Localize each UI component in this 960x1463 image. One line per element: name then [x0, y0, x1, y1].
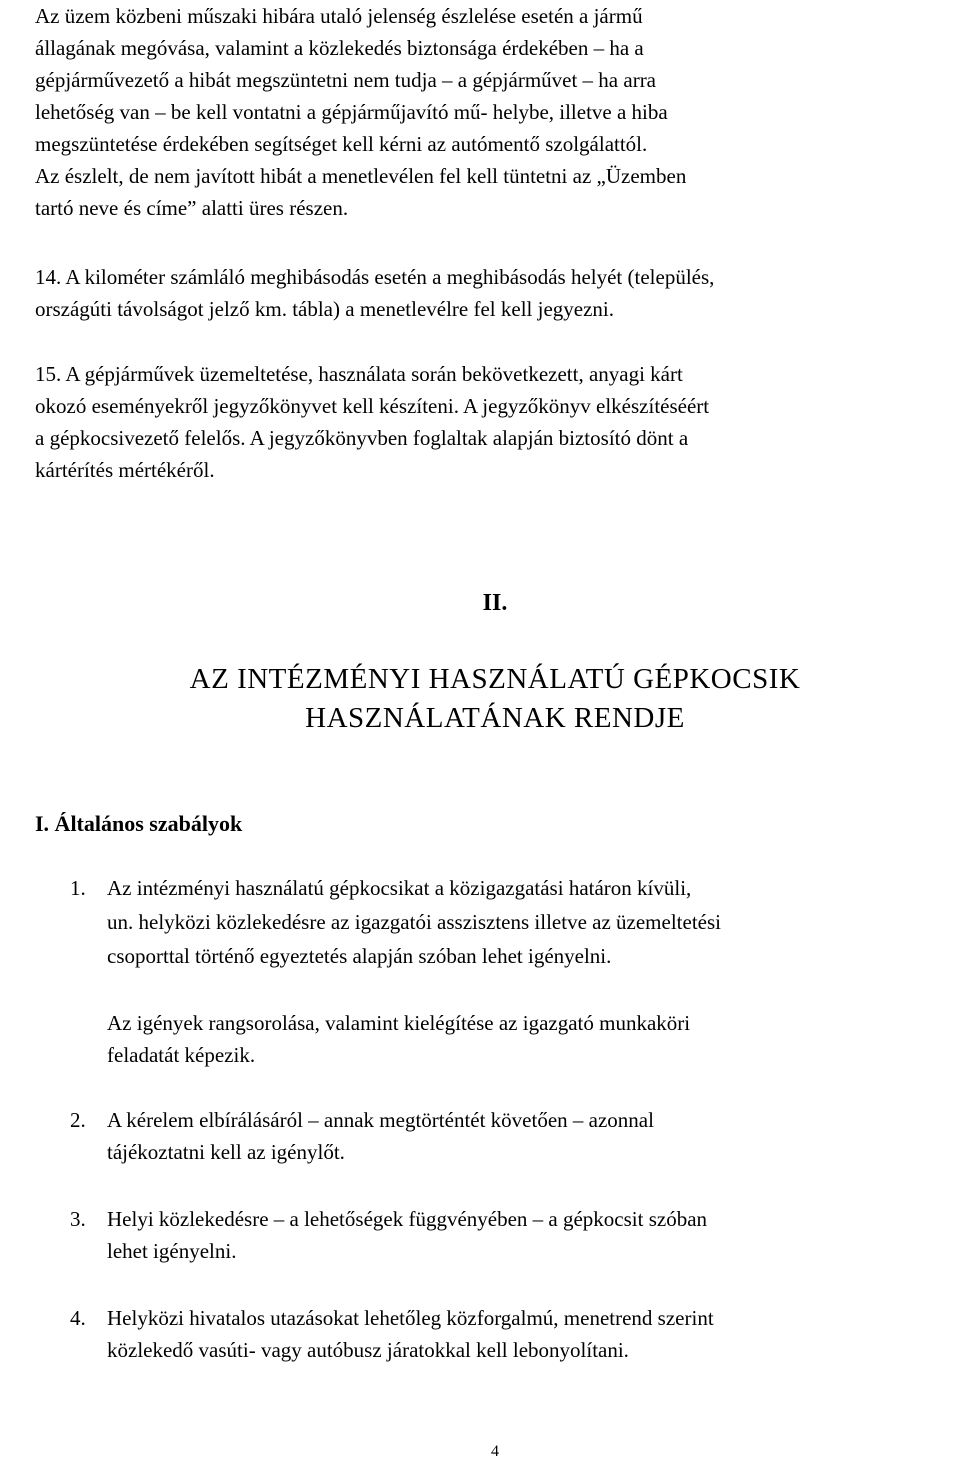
item-15-line: a gépkocsivezető felelős. A jegyzőkönyvben foglaltak alapján biztosító dönt a [35, 426, 689, 450]
item-15-line: okozó eseményekről jegyzőkönyvet kell készíteni. A jegyzőkönyv elkészítéséért [35, 394, 710, 418]
rule-line: lehet igényelni. [107, 1239, 237, 1263]
intro-line: Az észlelt, de nem javított hibát a menetlevélen fel kell tüntetni az „Üzemben [35, 164, 687, 188]
section-title-line-2: HASZNÁLATÁNAK RENDJE [305, 702, 685, 734]
rule-number: 2. [70, 1108, 86, 1132]
section-title-line-1: AZ INTÉZMÉNYI HASZNÁLATÚ GÉPKOCSIK [189, 663, 801, 695]
rule-line: Az intézményi használatú gépkocsikat a közigazgatási határon kívüli, [107, 876, 692, 900]
rule-line: Helyközi hivatalos utazásokat lehetőleg közforgalmú, menetrend szerint [107, 1306, 714, 1330]
page-number: 4 [491, 1443, 499, 1460]
rule-line: csoporttal történő egyeztetés alapján szóban lehet igényelni. [107, 944, 612, 968]
rule-line: feladatát képezik. [107, 1043, 256, 1067]
rule-line: Az igények rangsorolása, valamint kielégítése az igazgató munkaköri [107, 1011, 691, 1035]
rule-line: un. helyközi közlekedésre az igazgatói asszisztens illetve az üzemeltetési [107, 910, 721, 934]
rule-number: 4. [70, 1306, 86, 1330]
intro-line: Az üzem közbeni műszaki hibára utaló jelenség észlelése esetén a jármű [35, 4, 643, 28]
section-roman-numeral: II. [482, 590, 508, 616]
intro-line: lehetőség van – be kell vontatni a gépjárműjavító mű- helybe, illetve a hiba [35, 100, 668, 124]
rule-line: Helyi közlekedésre – a lehetőségek függvényében – a gépkocsit szóban [107, 1207, 708, 1231]
item-15-line: kártérítés mértékéről. [35, 458, 215, 482]
intro-line: gépjárművezető a hibát megszüntetni nem tudja – a gépjárművet – ha arra [35, 68, 657, 92]
rule-line: tájékoztatni kell az igénylőt. [107, 1140, 345, 1164]
item-14-line: 14. A kilométer számláló meghibásodás esetén a meghibásodás helyét (település, [35, 265, 715, 289]
item-14-line: országúti távolságot jelző km. tábla) a menetlevélre fel kell jegyezni. [35, 297, 615, 321]
intro-line: tartó neve és címe” alatti üres részen. [35, 196, 349, 220]
rule-line: A kérelem elbírálásáról – annak megtörténtét követően – azonnal [107, 1108, 654, 1132]
rule-number: 3. [70, 1207, 86, 1231]
intro-line: megszüntetése érdekében segítséget kell kérni az autómentő szolgálattól. [35, 132, 648, 156]
intro-line: állagának megóvása, valamint a közlekedés biztonsága érdekében – ha a [35, 36, 644, 60]
subsection-title: I. Általános szabályok [35, 811, 243, 836]
rule-number: 1. [70, 876, 86, 900]
rule-line: közlekedő vasúti- vagy autóbusz járatokkal kell lebonyolítani. [107, 1338, 629, 1362]
item-15-line: 15. A gépjárművek üzemeltetése, használata során bekövetkezett, anyagi kárt [35, 362, 683, 386]
